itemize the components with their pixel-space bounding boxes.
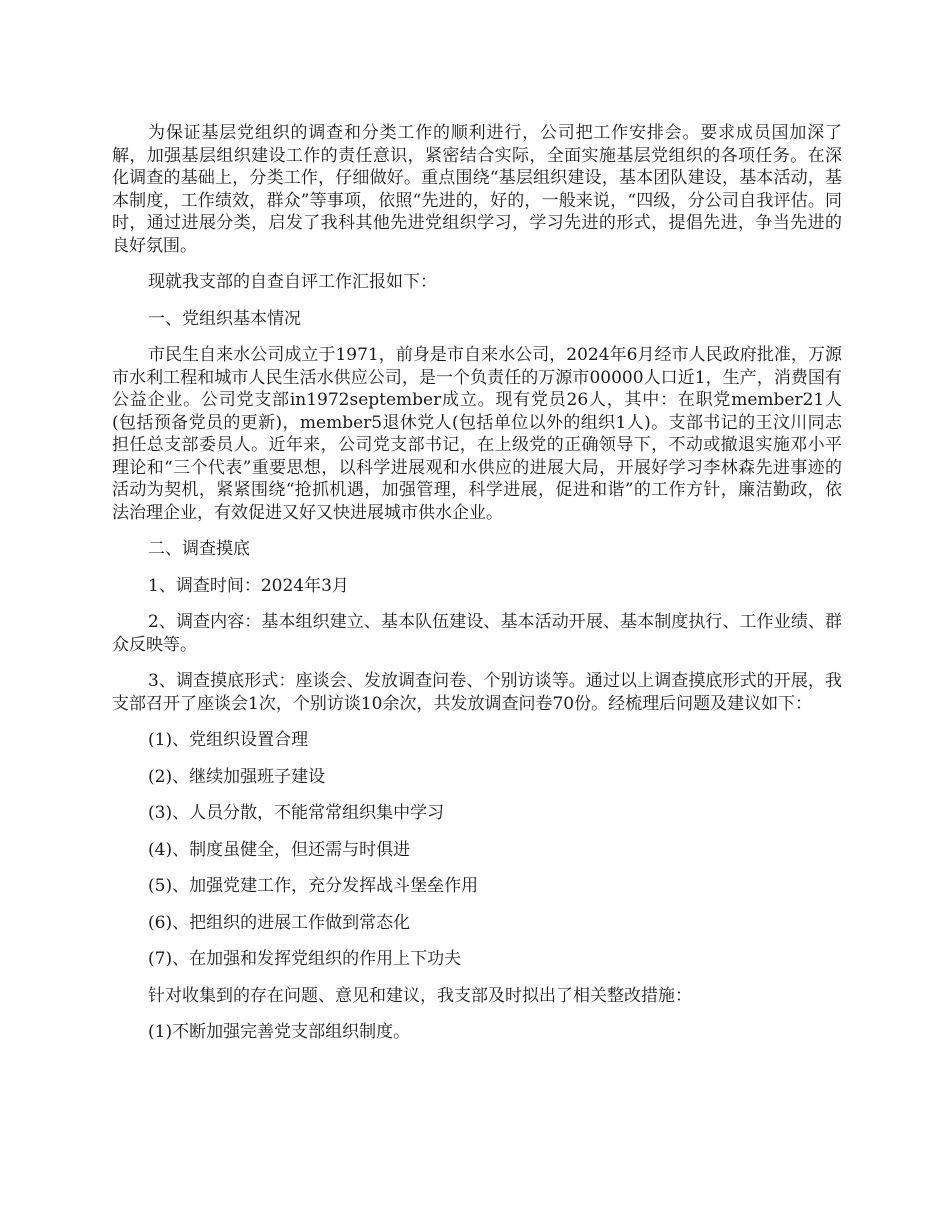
investigation-form: 3、调查摸底形式：座谈会、发放调查问卷、个别访谈等。通过以上调查摸底形式的开展，我支部召开了座谈会1次，个别访谈10余次，共发放调查问卷70份。经梳理后问题及建议如下：	[112, 671, 842, 714]
list-item: (3)、人员分散，不能常常组织集中学习	[148, 803, 445, 823]
list-item: (5)、加强党建工作，充分发挥战斗堡垒作用	[148, 876, 479, 896]
list-item: (6)、把组织的进展工作做到常态化	[148, 912, 411, 933]
report-lead-paragraph: 现就我支部的自查自评工作汇报如下：	[148, 272, 437, 292]
document-page	[112, 122, 842, 1058]
list-item: (7)、在加强和发挥党组织的作用上下功夫	[148, 949, 462, 969]
intro-paragraph: 为保证基层党组织的调查和分类工作的顺利进行，公司把工作安排会。要求成员国加深了解，加强基层组织建设工作的责任意识，紧密结合实际，全面实施基层党组织的各项任务。在深化调查的基础上，分类工作，仔细做好。重点围绕“基层组织建设，基本团队建设，基本活动，基本制度，工作绩效，群众”等事项，依照“先进的，好的，一般来说，“四级，分公司自我评估。同时，通过进展分类，启发了我科其他先进党组织学习，学习先进的形式，提倡先进，争当先进的良好氛围。	[112, 123, 842, 256]
section-heading-investigation: 二、调查摸底	[148, 539, 250, 559]
investigation-content: 2、调查内容：基本组织建立、基本队伍建设、基本活动开展、基本制度执行、工作业绩、群众反映等。	[112, 612, 842, 655]
list-item: (1)不断加强完善党支部组织制度。	[148, 1022, 411, 1042]
basic-situation-paragraph: 市民生自来水公司成立于1971，前身是市自来水公司，2024年6月经市人民政府批准，万源市水利工程和城市人民生活水供应公司，是一个负责任的万源市00000人口近1，生产，消费国有公益企业。公司党支部in1972september成立。现有党员26人，其中：在职党member21人(包括预备党员的更新)，member5退休党人(包括单位以外的组织1人)。支部书记的王汶川同志担任总支部委员人。近年来，公司党支部书记，在上级党的正确领导下，不动或撤退实施邓小平理论和“三个代表”重要思想，以科学进展观和水供应的进展大局，开展好学习李林森先进事迹的活动为契机，紧紧围绕“抢抓机遇，加强管理，科学进展，促进和谐”的工作方针，廉洁勤政，依法治理企业，有效促进又好又快进展城市供水企业。	[112, 345, 842, 523]
investigation-time: 1、调查时间：2024年3月	[148, 575, 349, 596]
list-item: (1)、党组织设置合理	[148, 730, 309, 750]
section-heading-basic-situation: 一、党组织基本情况	[148, 308, 301, 329]
list-item: (2)、继续加强班子建设	[148, 766, 326, 787]
measures-lead-paragraph: 针对收集到的存在问题、意见和建议，我支部及时拟出了相关整改措施：	[148, 985, 692, 1006]
list-item: (4)、制度虽健全，但还需与时俱进	[148, 839, 411, 860]
